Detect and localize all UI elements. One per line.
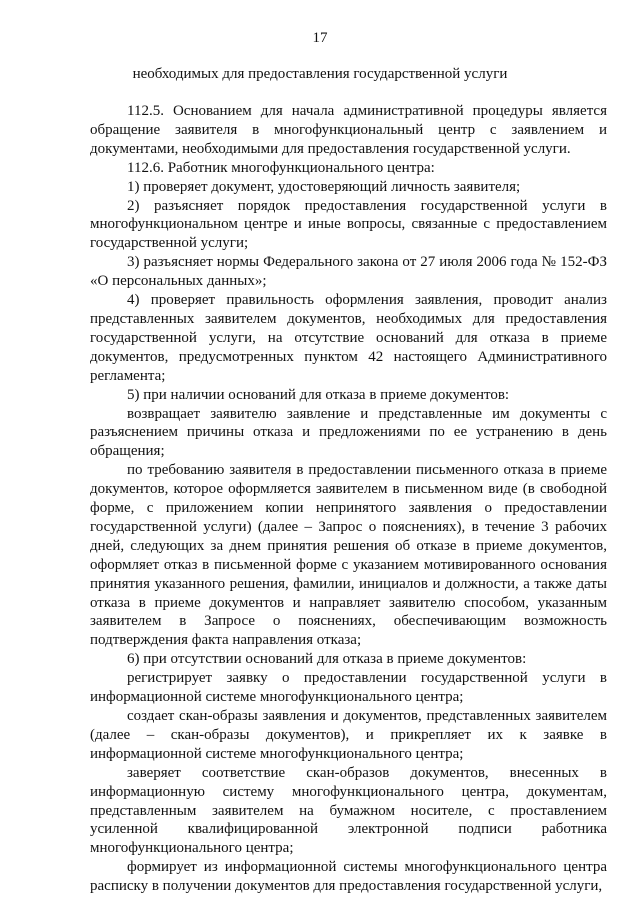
continuation-line: необходимых для предоставления государственной услуги	[132, 66, 508, 82]
list-item-4: 4) проверяет правильность оформления заявления, проводит анализ представленных заявителем документов, необходимых для предоставления государственной услуги, на отсутствие оснований для отказа в приеме документов, предусмотренных пунктом 42 настоящего Административного регламента;	[90, 292, 607, 384]
paragraph-112-5: 112.5. Основанием для начала административной процедуры является обращение заявителя в многофункциональный центр с заявлением и документами, необходимыми для предоставления государственной услуги.	[90, 103, 607, 157]
list-item-2: 2) разъясняет порядок предоставления государственной услуги в многофункциональном центре и иные вопросы, связанные с предоставлением государственной услуги;	[90, 197, 607, 252]
list-item-6: 6) при отсутствии оснований для отказа в приеме документов:	[127, 651, 527, 668]
page-number: 17	[312, 30, 328, 46]
list-item-6-register: регистрирует заявку о предоставлении государственной услуги в информационной системе многофункционального центра;	[90, 670, 607, 706]
list-item-5-written-refusal: по требованию заявителя в предоставлении письменного отказа в приеме документов, которое оформляется заявителем в письменном виде (в свободной форме, с приложением копии непринятого заявления о предоставлении государственной услуги) (далее – Запрос о пояснениях), в течение 3 рабочих дней, следующих за днем принятия решения об отказе в приеме документов, оформляет отказ в письменной форме с указанием мотивированного основания принятия указанного решения, фамилии, инициалов и должности, а также даты отказа в приеме документов и направляет заявителю способом, указанным заявителем в Запросе о пояснениях, обеспечивающим возможность подтверждения факта направления отказа;	[90, 462, 607, 649]
list-item-5-return: возвращает заявителю заявление и представленные им документы с разъяснением причины отказа и предложениями по ее устранению в день обращения;	[90, 405, 607, 460]
list-item-6-scan: создает скан-образы заявления и документов, представленных заявителем (далее – скан-образы документов), и прикрепляет их к заявке в информационной системе многофункционального центра;	[90, 708, 607, 762]
paragraph-112-6: 112.6. Работник многофункционального центра:	[127, 159, 435, 176]
list-item-1: 1) проверяет документ, удостоверяющий личность заявителя;	[127, 178, 521, 195]
body-text	[90, 102, 607, 896]
list-item-6-certify: заверяет соответствие скан-образов документов, внесенных в информационную систему многофункционального центра, документам, представленным заявителем на бумажном носителе, с проставлением усиленной квалифицированной электронной подписи работника многофункционального центра;	[90, 764, 607, 857]
list-item-3: 3) разъясняет нормы Федерального закона от 27 июля 2006 года № 152-ФЗ «О персональных данных»;	[90, 254, 607, 290]
list-item-6-receipt: формирует из информационной системы многофункционального центра расписку в получении документов для предоставления государственной услуги,	[90, 859, 607, 895]
list-item-5: 5) при наличии оснований для отказа в приеме документов:	[127, 386, 510, 403]
